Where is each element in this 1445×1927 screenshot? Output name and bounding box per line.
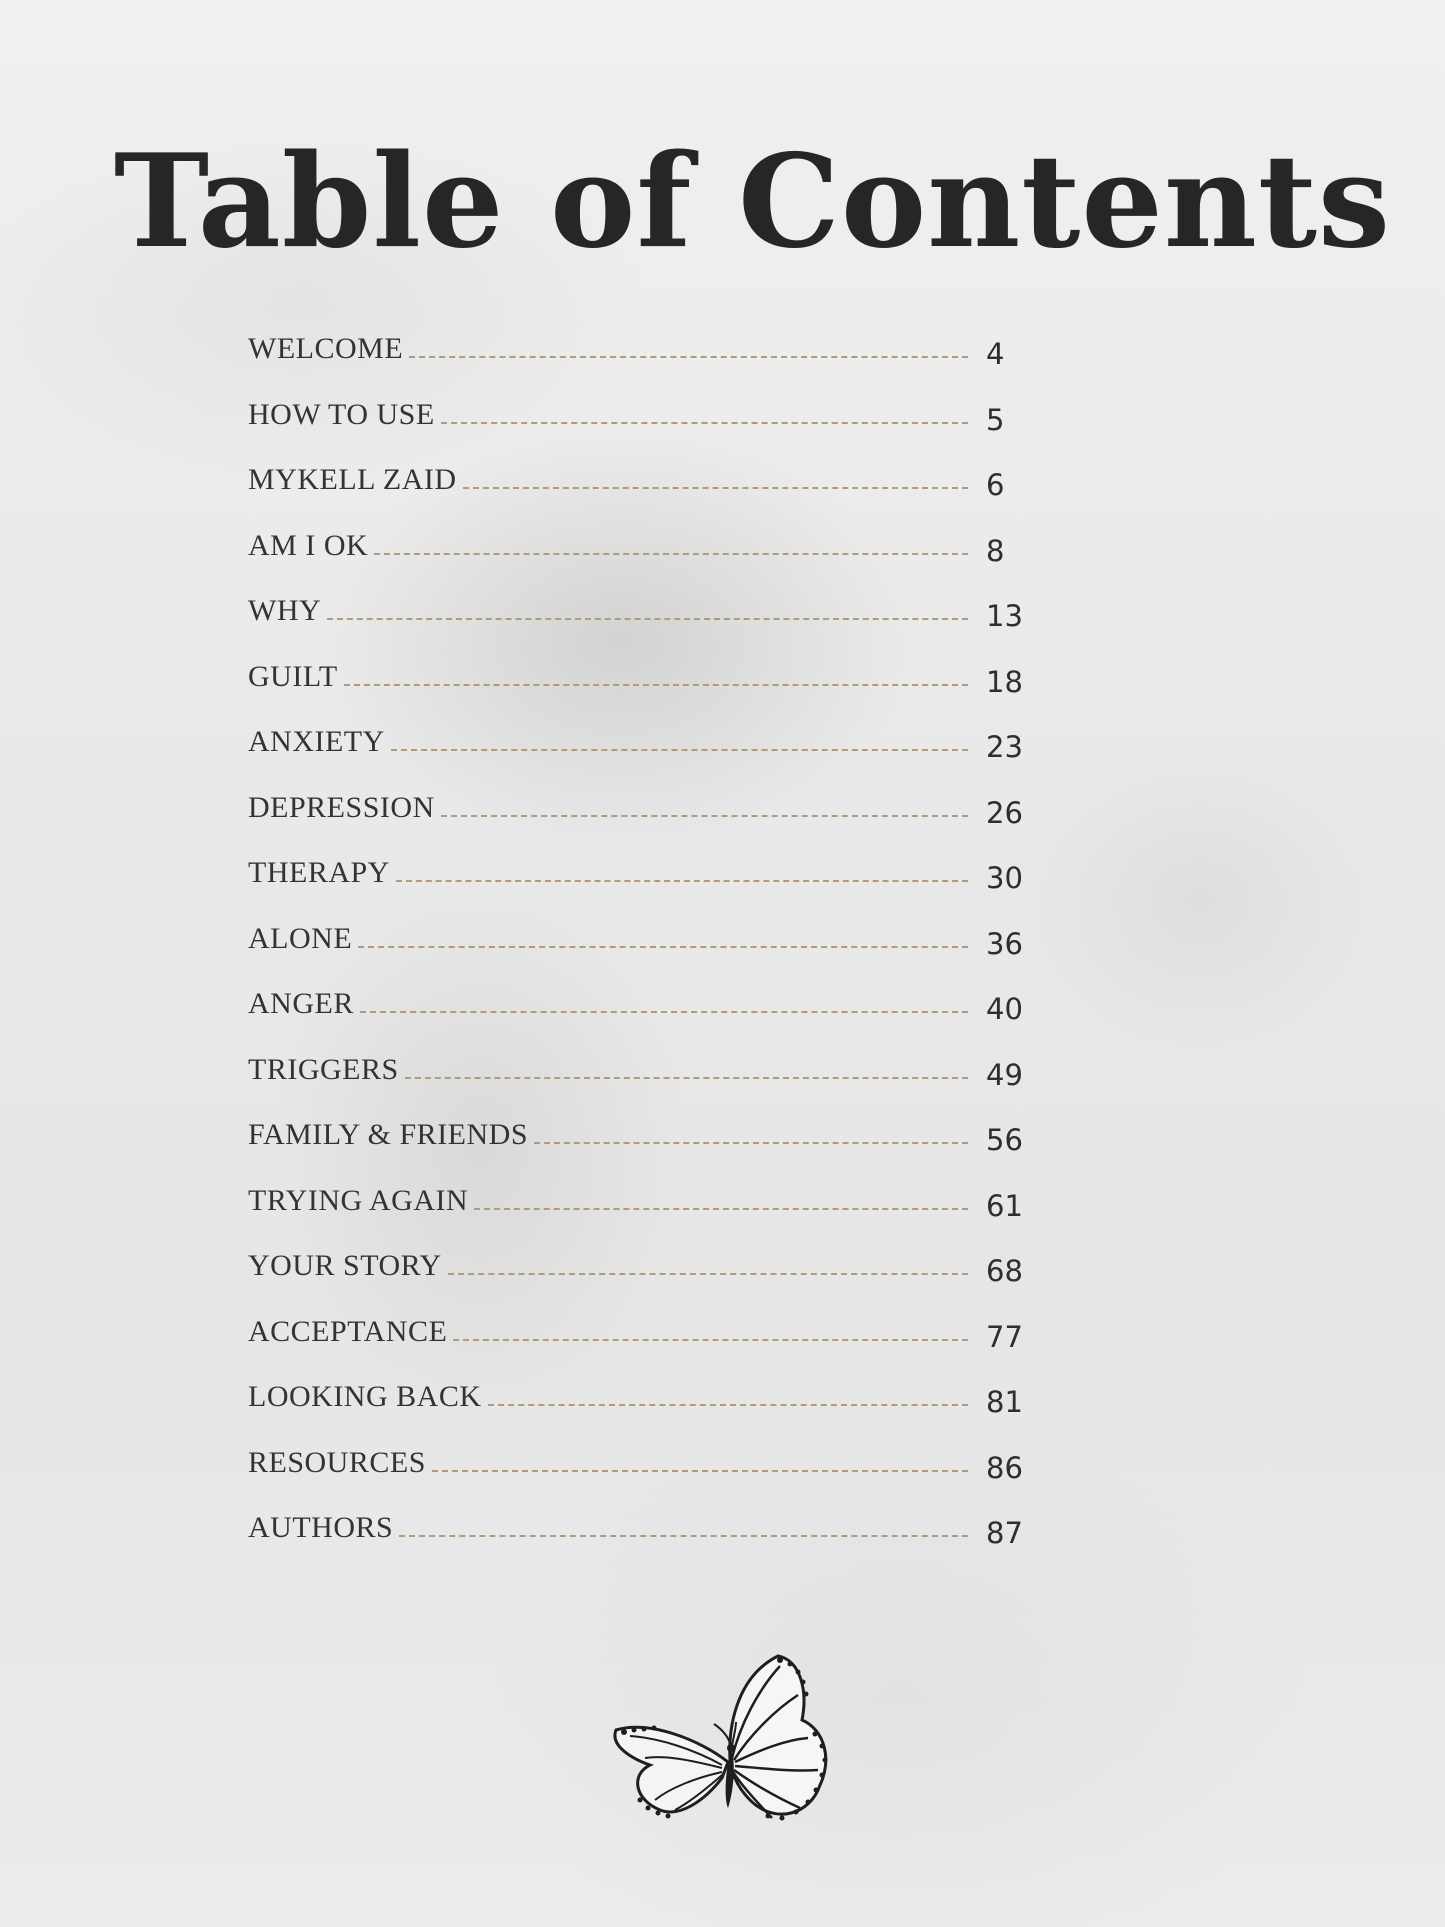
toc-entry-label: WHY	[248, 594, 322, 627]
toc-page-number: 49	[986, 1057, 1023, 1092]
toc-entry-alone[interactable]	[248, 920, 1048, 986]
toc-page-number: 23	[986, 730, 1023, 764]
dotted-leader	[441, 396, 968, 424]
dotted-leader	[405, 1051, 968, 1079]
toc-entry-resources[interactable]	[248, 1444, 1048, 1510]
toc-entry-guilt[interactable]	[248, 658, 1048, 724]
table-of-contents	[248, 330, 1048, 1575]
butterfly-icon	[610, 1650, 835, 1860]
toc-entry-anxiety[interactable]	[248, 723, 1048, 789]
toc-entry-trying-again[interactable]	[248, 1182, 1048, 1248]
toc-page-number: 18	[986, 664, 1023, 699]
toc-entry-triggers[interactable]	[248, 1051, 1048, 1117]
toc-entry-label: AM I OK	[248, 528, 369, 562]
toc-entry-am-i-ok[interactable]	[248, 527, 1048, 593]
dotted-leader	[488, 1378, 969, 1406]
toc-entry-label: AUTHORS	[248, 1511, 394, 1544]
toc-page-number: 13	[986, 599, 1023, 633]
toc-entry-label: MYKELL ZAID	[248, 463, 457, 496]
toc-entry-label: ANGER	[248, 987, 354, 1020]
dotted-leader	[432, 1444, 968, 1472]
dotted-leader	[448, 1247, 968, 1275]
toc-entry-label: WELCOME	[248, 332, 404, 365]
toc-page-number: 68	[986, 1254, 1023, 1288]
toc-entry-label: FAMILY & FRIENDS	[248, 1118, 529, 1151]
toc-entry-label: TRYING AGAIN	[248, 1183, 469, 1217]
toc-entry-authors[interactable]	[248, 1509, 1048, 1575]
toc-page-number: 56	[986, 1123, 1023, 1157]
page-title: Table of Contents	[113, 127, 1392, 277]
toc-entry-family-friends[interactable]	[248, 1116, 1048, 1182]
toc-entry-label: DEPRESSION	[248, 790, 435, 824]
toc-entry-label: HOW TO USE	[248, 397, 435, 431]
dotted-leader	[344, 658, 968, 686]
toc-entry-your-story[interactable]	[248, 1247, 1048, 1313]
dotted-leader	[409, 330, 968, 358]
toc-entry-how-to-use[interactable]	[248, 396, 1048, 462]
toc-page-number: 36	[986, 926, 1023, 961]
dotted-leader	[399, 1509, 968, 1537]
toc-entry-therapy[interactable]	[248, 854, 1048, 920]
dotted-leader	[534, 1116, 968, 1144]
toc-entry-label: THERAPY	[248, 856, 390, 889]
dotted-leader	[327, 592, 968, 620]
toc-entry-label: ALONE	[248, 921, 353, 955]
toc-entry-label: TRIGGERS	[248, 1052, 399, 1086]
toc-entry-label: RESOURCES	[248, 1445, 426, 1479]
toc-page-number: 61	[986, 1188, 1023, 1223]
dotted-leader	[474, 1182, 968, 1210]
dotted-leader	[374, 527, 968, 555]
toc-page-number: 5	[986, 402, 1005, 437]
toc-entry-welcome[interactable]	[248, 330, 1048, 396]
toc-entry-label: YOUR STORY	[248, 1249, 442, 1282]
toc-page-number: 87	[986, 1516, 1023, 1550]
toc-entry-label: LOOKING BACK	[248, 1380, 482, 1413]
toc-page-number: 77	[986, 1319, 1023, 1354]
toc-page-number: 81	[986, 1385, 1023, 1419]
toc-entry-why[interactable]	[248, 592, 1048, 658]
toc-entry-acceptance[interactable]	[248, 1313, 1048, 1379]
toc-entry-depression[interactable]	[248, 789, 1048, 855]
dotted-leader	[391, 723, 968, 751]
toc-page-number: 86	[986, 1450, 1023, 1485]
toc-page-number: 6	[986, 468, 1005, 502]
toc-page-number: 4	[986, 337, 1005, 371]
toc-page-number: 40	[986, 992, 1023, 1026]
toc-page-number: 30	[986, 861, 1023, 895]
toc-entry-mykell-zaid[interactable]	[248, 461, 1048, 527]
dotted-leader	[453, 1313, 968, 1341]
toc-entry-label: GUILT	[248, 659, 338, 693]
toc-entry-label: ANXIETY	[248, 725, 385, 758]
dotted-leader	[358, 920, 968, 948]
toc-entry-anger[interactable]	[248, 985, 1048, 1051]
dotted-leader	[463, 461, 968, 489]
dotted-leader	[441, 789, 968, 817]
toc-entry-looking-back[interactable]	[248, 1378, 1048, 1444]
toc-page-number: 26	[986, 795, 1023, 830]
dotted-leader	[360, 985, 968, 1013]
toc-entry-label: ACCEPTANCE	[248, 1314, 448, 1348]
toc-page-number: 8	[986, 533, 1005, 568]
dotted-leader	[396, 854, 968, 882]
